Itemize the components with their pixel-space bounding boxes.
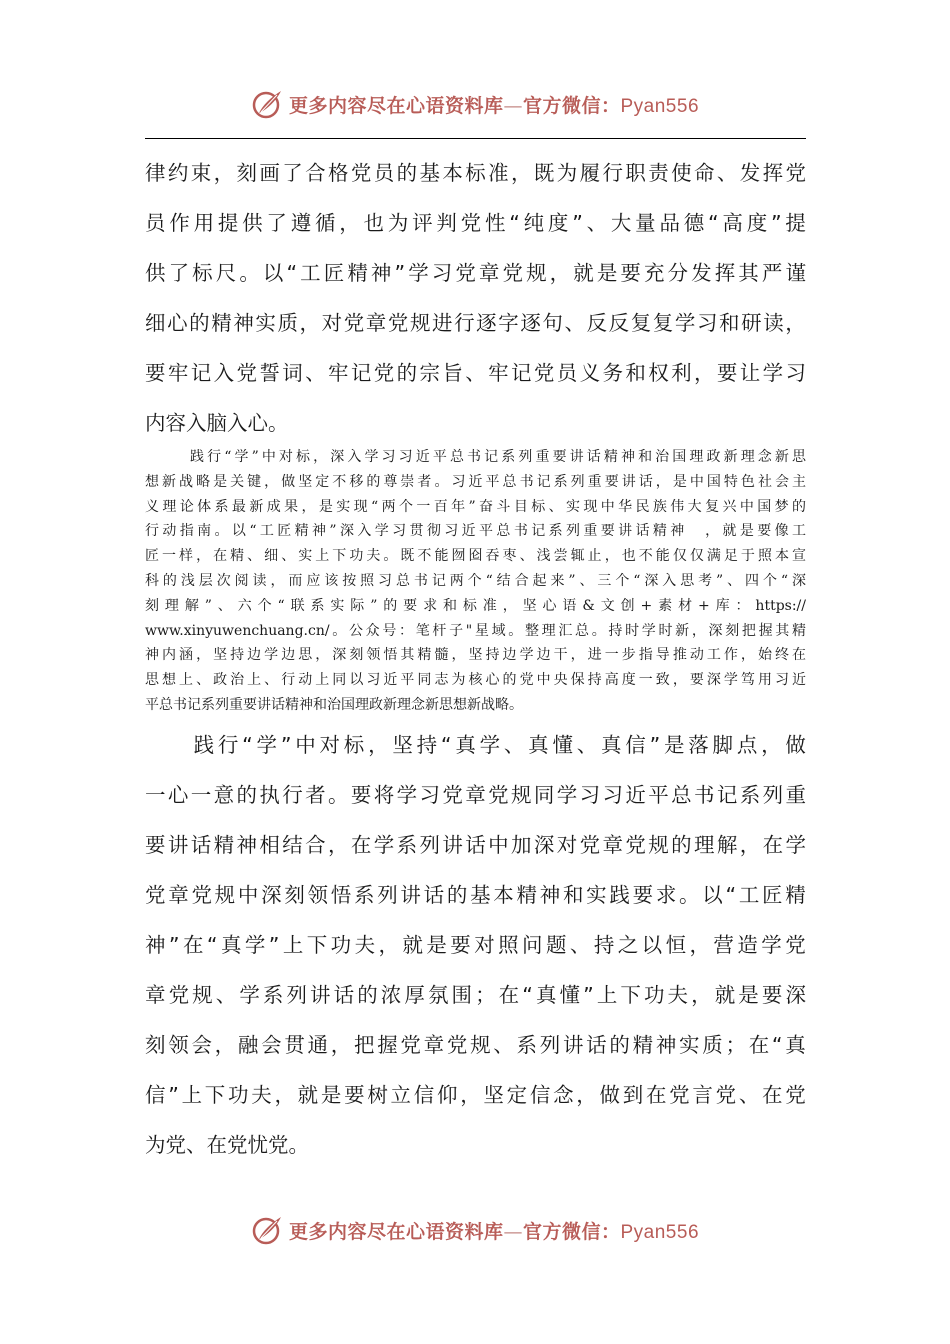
text-line: 信 ” 上 下 功 夫 ， 就 是 要 树 立 信 仰 ， 坚 定 信 念 ， 做 到 在 党 言 党 、 在 党 <box>145 1083 806 1107</box>
text-line: 细 心 的 精 神 实 质 ， 对 党 章 党 规 进 行 逐 字 逐 句 、 反 反 复 复 学 习 和 研 读 ， <box>145 311 806 335</box>
paragraph-2 <box>145 445 806 718</box>
banner-title: 更多内容尽在心语资料库 <box>288 94 504 117</box>
text-line: 行动指南。以“工匠精神”深入学习贯彻习近平总书记系列重要讲话精神 ，就是要像工 <box>145 523 806 540</box>
text-line: 科的浅层次阅读，而应该按照习总书记两个“结合起来”、三个“深入思考”、四个“深 <box>145 572 806 589</box>
text-line: www.xinyuwenchuang.cn/。公众号：笔杆子"星域。整理汇总。持时学时新，深刻把握其精 <box>145 622 806 639</box>
text-line: 为党、在党忧党。 <box>145 1133 309 1157</box>
quill-logo-icon <box>251 87 285 121</box>
text-line: 要 牢 记 入 党 誓 词 、 牢 记 党 的 宗 旨 、 牢 记 党 员 义 务 和 权 利 ， 要 让 学 习 <box>145 361 806 385</box>
text-line: 刻理解”、六个“联系实际”的要求和标准，坚心语&文创+素材+库：https:// <box>145 597 806 614</box>
banner-separator: — <box>503 94 523 117</box>
text-line: 义理论体系最新成果，是实现“两个一百年”奋斗目标、实现中华民族伟大复兴中国梦的 <box>145 498 806 515</box>
text-line: 神 ” 在 “ 真 学 ” 上 下 功 夫 ， 就 是 要 对 照 问 题 、 持 之 以 恒 ， 营 造 学 党 <box>145 933 806 957</box>
banner-wechat-label: 官方微信： <box>522 1220 621 1243</box>
text-line: 平总书记系列重要讲话精神和治国理政新理念新思想新战略。 <box>145 696 523 713</box>
banner-title: 更多内容尽在心语资料库 <box>288 1220 504 1243</box>
text-line: 践行“学”中对标，深入学习习近平总书记系列重要讲话精神和治国理政新理念新思 <box>190 449 806 465</box>
footer-banner <box>0 1210 950 1250</box>
text-line: 内容入脑入心。 <box>145 411 289 435</box>
text-line: 供 了 标 尺 。 以 “ 工 匠 精 神 ” 学 习 党 章 党 规 ， 就 是 要 充 分 发 挥 其 严 谨 <box>145 261 806 285</box>
header-banner <box>0 84 950 124</box>
text-line: 章 党 规 、 学 系 列 讲 话 的 浓 厚 氛 围 ； 在 “ 真 懂 ” 上 下 功 夫 ， 就 是 要 深 <box>145 983 806 1007</box>
banner-text <box>289 1217 699 1244</box>
paragraph-3 <box>145 720 806 1170</box>
banner-wechat-label: 官方微信： <box>522 94 621 117</box>
text-line: 匠一样，在精、细、实上下功夫。既不能囫囵吞枣、浅尝辄止，也不能仅仅满足于照本宣 <box>145 548 806 565</box>
text-line: 想新战略是关键，做坚定不移的尊崇者。习近平总书记系列重要讲话，是中国特色社会主 <box>145 473 806 490</box>
text-line: 律 约 束 ， 刻 画 了 合 格 党 员 的 基 本 标 准 ， 既 为 履 行 职 责 使 命 、 发 挥 党 <box>145 161 806 185</box>
text-line: 员 作 用 提 供 了 遵 循 ， 也 为 评 判 党 性 “ 纯 度 ” 、 大 量 品 德 “ 高 度 ” 提 <box>145 211 806 235</box>
banner-text <box>289 91 699 118</box>
paragraph-1 <box>145 148 806 448</box>
header-rule <box>145 138 806 139</box>
banner-brand: Pyan556 <box>620 95 700 117</box>
text-line: 党 章 党 规 中 深 刻 领 悟 系 列 讲 话 的 基 本 精 神 和 实 践 要 求 。 以 “ 工 匠 精 <box>145 883 806 907</box>
text-line: 神内涵，坚持边学边思，深刻领悟其精髓，坚持边学边干，进一步指导推动工作，始终在 <box>145 647 806 664</box>
text-line: 思想上、政治上、行动上同以习近平同志为核心的党中央保持高度一致，要深学笃用习近 <box>145 672 806 689</box>
banner-separator: — <box>503 1220 523 1243</box>
text-line: 刻 领 会 ， 融 会 贯 通 ， 把 握 党 章 党 规 、 系 列 讲 话 的 精 神 实 质 ； 在 “ 真 <box>145 1033 806 1057</box>
banner-brand: Pyan556 <box>620 1221 700 1243</box>
quill-logo-icon <box>251 1213 285 1247</box>
text-line: 践 行 “ 学 ” 中 对 标 ， 坚 持 “ 真 学 、 真 懂 、 真 信 ” 是 落 脚 点 ， 做 <box>193 733 806 757</box>
text-line: 要 讲 话 精 神 相 结 合 ， 在 学 系 列 讲 话 中 加 深 对 党 章 党 规 的 理 解 ， 在 学 <box>145 833 806 857</box>
text-line: 一 心 一 意 的 执 行 者 。 要 将 学 习 党 章 党 规 同 学 习 习 近 平 总 书 记 系 列 重 <box>145 783 806 807</box>
